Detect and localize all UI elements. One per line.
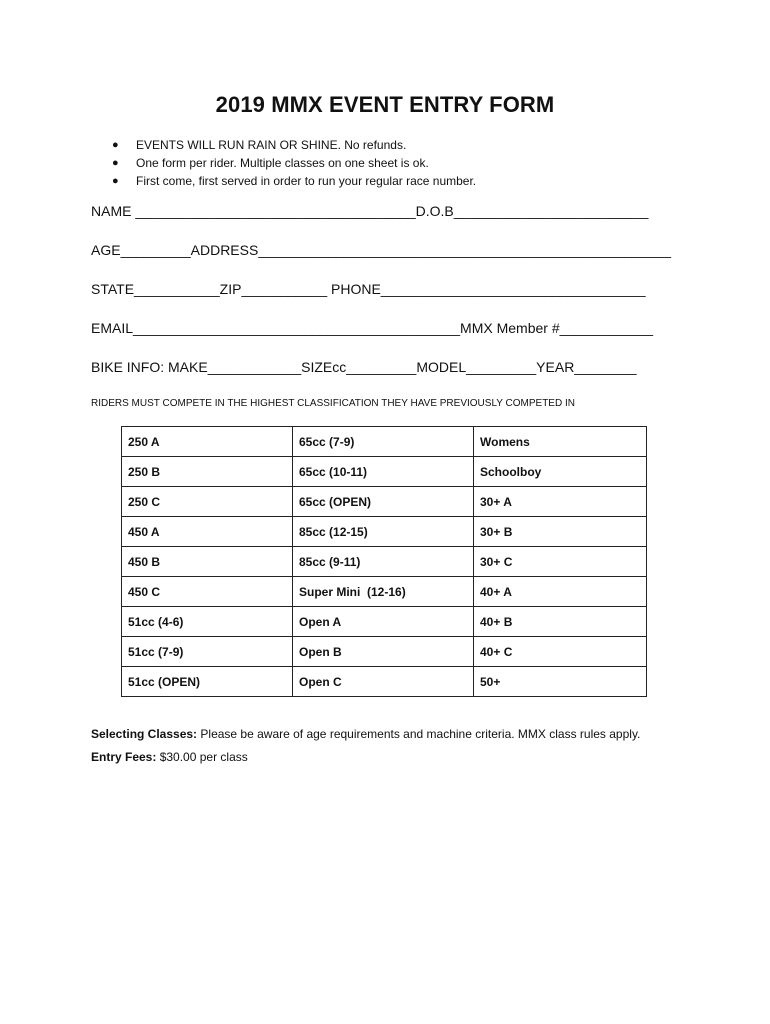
class-cell: 85cc (9-11) [293,547,474,577]
class-cell: 65cc (7-9) [293,427,474,457]
class-cell: 50+ [474,667,647,697]
email-member-field-line[interactable]: EMAIL__________________________________________MMX Member #____________ [91,320,654,336]
class-cell: 40+ C [474,637,647,667]
table-row [122,547,647,577]
class-cell: Super Mini (12-16) [293,577,474,607]
state-zip-phone-field-line[interactable]: STATE___________ZIP___________ PHONE__________________________________ [91,281,646,297]
class-cell: 51cc (4-6) [122,607,293,637]
class-cell: 51cc (OPEN) [122,667,293,697]
class-cell: Schoolboy [474,457,647,487]
table-row [122,487,647,517]
rule-text: EVENTS WILL RUN RAIN OR SHINE. No refunds. [136,138,407,152]
rule-item [108,136,476,154]
selecting-classes-note [91,727,640,741]
table-row [122,607,647,637]
class-cell: 450 C [122,577,293,607]
class-cell: 30+ A [474,487,647,517]
class-cell: 250 A [122,427,293,457]
table-row [122,427,647,457]
bike-info-field-line[interactable]: BIKE INFO: MAKE____________SIZEcc_________MODEL_________YEAR________ [91,359,637,375]
name-dob-field-line[interactable]: NAME ____________________________________D.O.B_________________________ [91,203,649,219]
table-row [122,577,647,607]
bullet-icon: ● [112,157,119,169]
class-cell: 250 C [122,487,293,517]
entry-fees-text: $30.00 per class [156,750,248,764]
class-table [121,426,647,697]
classification-notice: RIDERS MUST COMPETE IN THE HIGHEST CLASSIFICATION THEY HAVE PREVIOUSLY COMPETED IN [91,398,575,409]
rule-text: One form per rider. Multiple classes on one sheet is ok. [136,156,429,170]
rule-item [108,154,476,172]
class-cell: 85cc (12-15) [293,517,474,547]
class-cell: 250 B [122,457,293,487]
class-cell: 65cc (OPEN) [293,487,474,517]
class-cell: Open C [293,667,474,697]
class-cell: 40+ A [474,577,647,607]
table-row [122,667,647,697]
table-row [122,517,647,547]
class-cell: 450 B [122,547,293,577]
class-cell: 65cc (10-11) [293,457,474,487]
entry-fees-label: Entry Fees: [91,750,157,764]
rules-list [108,136,476,190]
class-cell: 51cc (7-9) [122,637,293,667]
rule-item [108,172,476,190]
class-cell: 40+ B [474,607,647,637]
class-cell: 30+ C [474,547,647,577]
table-row [122,637,647,667]
class-cell: Open B [293,637,474,667]
form-title: 2019 MMX EVENT ENTRY FORM [215,92,555,117]
table-row [122,457,647,487]
age-address-field-line[interactable]: AGE_________ADDRESS_____________________________________________________ [91,242,671,258]
selecting-classes-label: Selecting Classes: [91,727,198,741]
selecting-classes-text: Please be aware of age requirements and machine criteria. MMX class rules apply. [197,727,641,741]
entry-fees-note [91,750,248,764]
rule-text: First come, first served in order to run your regular race number. [136,174,477,188]
class-cell: Open A [293,607,474,637]
class-cell: Womens [474,427,647,457]
bullet-icon: ● [112,139,119,151]
class-cell: 450 A [122,517,293,547]
bullet-icon: ● [112,175,119,187]
class-cell: 30+ B [474,517,647,547]
